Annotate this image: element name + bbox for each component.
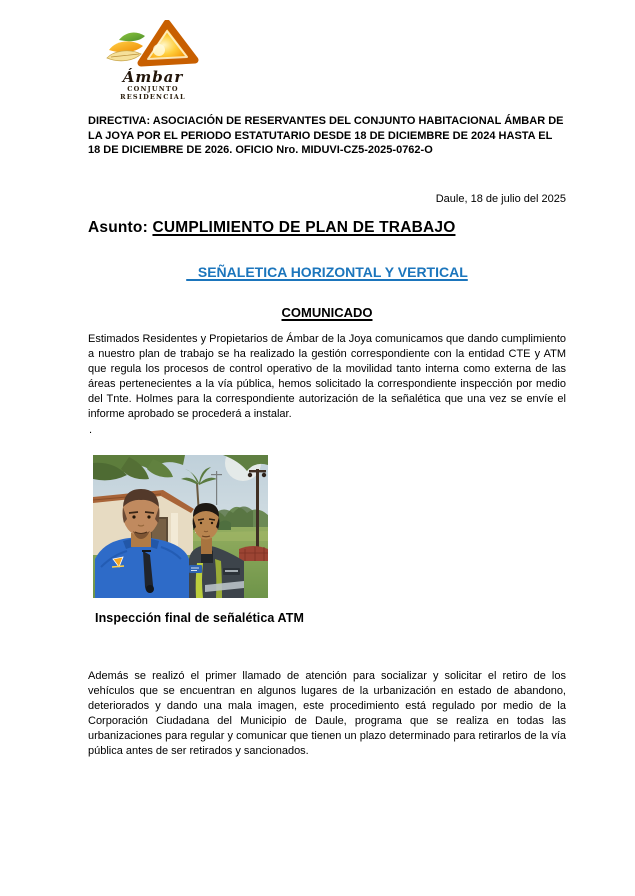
inspection-photo-image — [93, 455, 268, 598]
logo-brand-text: Ámbar — [122, 68, 184, 86]
communique-heading-text: COMUNICADO — [281, 305, 373, 320]
subject-line — [88, 219, 588, 237]
paragraph-2: Además se realizó el primer llamado de atención para socializar y solicitar el retiro de los vehículos que se encuentran en algunos lugares de la urbanización en estado de abandono, deteriorados y dando una mala imagen, este procedimiento está regulado por medio de la Corporación Ciudadana del Municipio de Daule, programa que se realiza en todas las urbanizaciones para regular y comunicar que tienen un plazo determinado para retirarlos de la vía pública antes de ser retirados y sancionados. — [88, 670, 566, 757]
brand-logo — [93, 20, 213, 101]
logo-subtitle-text: CONJUNTO RESIDENCIAL — [120, 85, 186, 101]
signage-heading — [88, 264, 566, 280]
directive-header: DIRECTIVA: ASOCIACIÓN DE RESERVANTES DEL CONJUNTO HABITACIONAL ÁMBAR DE LA JOYA POR EL PERIODO ESTATUTARIO DESDE 18 DE DICIEMBRE DE 2024 HASTA EL 18 DE DICIEMBRE DE 2026. OFICIO Nro. MIDUVI-CZ5-2025-0762-O — [88, 115, 564, 157]
subject-label: Asunto: — [88, 219, 153, 236]
subject-value: CUMPLIMIENTO DE PLAN DE TRABAJO — [152, 219, 456, 236]
stray-period: . — [89, 424, 93, 436]
paragraph-1: Estimados Residentes y Propietarios de Ámbar de la Joya comunicamos que dando cumplimiento a nuestro plan de trabajo se ha realizado la gestión correspondiente con la entidad CTE y ATM que regula los procesos de control operativo de la movilidad tanto interna como externa de las áreas pertenecientes a la vía pública, hemos solicitado la correspondiente inspección por medio del Tnte. Holmes para la correspondiente autorización de la señalética que una vez se envíe el informe aprobado se procederá a instalar. — [88, 333, 566, 420]
photo-caption: Inspección final de señalética ATM — [95, 611, 305, 625]
inspection-photo — [93, 455, 268, 598]
logo-mark-icon — [101, 20, 205, 72]
communique-heading — [88, 305, 566, 320]
signage-heading-text: SEÑALETICA HORIZONTAL Y VERTICAL — [186, 264, 468, 280]
document-date: Daule, 18 de julio del 2025 — [435, 193, 566, 205]
